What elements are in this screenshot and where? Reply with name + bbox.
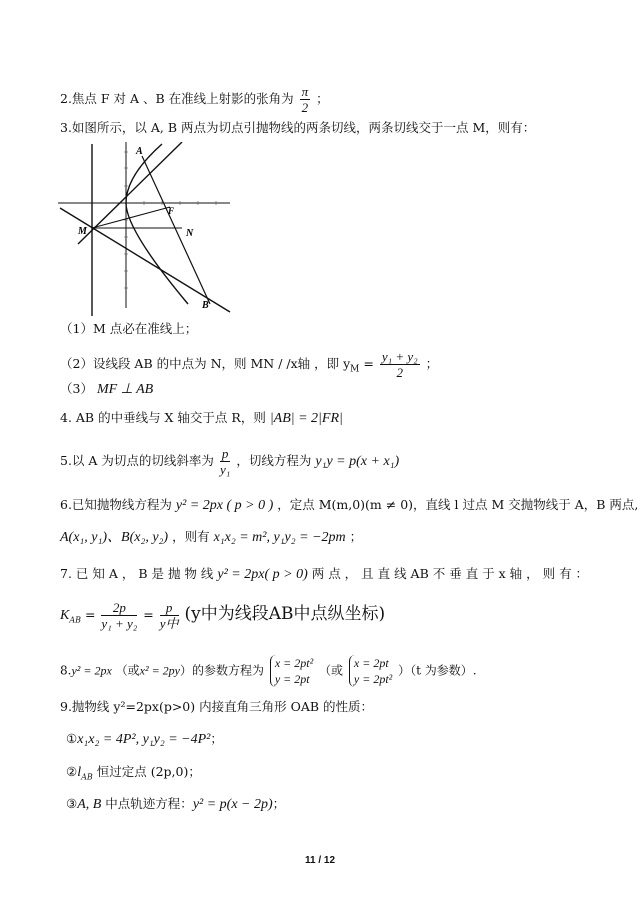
axis-ticks: [124, 152, 216, 288]
label-m: M: [78, 226, 87, 237]
label-f: F: [168, 206, 175, 216]
item-9-2: $②l_{AB}$ 恒过定点 (2p,0)；: [66, 764, 201, 782]
tangent-line-a: [78, 142, 182, 244]
item-7-fraction-1: $\frac{2p}{\text{y₁ + y₂}}$: [101, 600, 138, 631]
item-6-cont: A(x₁, y₁)、B(x₂, y₂) ，则有 x₁x₂ = m², y₁y₂ = −2pm ；: [60, 529, 363, 545]
item-3-2-fraction: $\frac{\text{y₁ + y₂}}{2}$: [381, 349, 418, 380]
label-n: N: [186, 228, 194, 239]
item-4: 4. AB 的中垂线与 X 轴交于点 R，则 |AB| = 2|FR|: [60, 410, 343, 426]
page-number: 11 / 12: [304, 855, 336, 866]
item-3-3: （3） MF ⊥ AB: [60, 381, 154, 397]
chord-ab: [142, 156, 210, 304]
item-7-formula: $K_{AB}$ = $\frac{2p}{\text{y₁ + y₂}}$ = $\frac{p}{\text{y中}}$ (y中为线段AB中点纵坐标): [60, 600, 386, 631]
item-7: 7. 已 知 A ， B 是 抛 物 线 y² = 2px( p > 0) 两 点 ， 且 直 线 AB 不 垂 直 于 x 轴 ， 则 有 ：: [60, 566, 589, 582]
label-b: B: [202, 300, 209, 311]
item-8: 8.y² = 2px （或x² = 2py）的参数方程为 x = 2pt² y = 2pt （或 x = 2pt y = 2pt² ）（t 为参数）.: [60, 656, 477, 686]
item-9: 9.抛物线 y²=2px(p>0) 内接直角三角形 OAB 的性质：: [60, 699, 374, 714]
item-6: 6.已知抛物线方程为 y² = 2px ( p > 0 ) ，定点 M(m,0)(m ≠ 0)，直线 l 过点 M 交抛物线于 A，B 两点,: [60, 497, 639, 513]
item-8-system-2: x = 2pt y = 2pt²: [349, 655, 392, 687]
label-a: A: [136, 146, 143, 157]
item-5: 5.以 A 为切点的切线斜率为 $\frac{p}{\text{y₁}}$ ，切线方程为 y₁y = p(x + x₁): [60, 446, 400, 477]
item-5-fraction: $\frac{p}{\text{y₁}}$: [219, 446, 231, 477]
item-3: 3.如图所示，以 A, B 两点为切点引抛物线的两条切线，两条切线交于一点 M，则有：: [60, 120, 536, 135]
item-2-fraction: $\frac{\pi}{2}$: [301, 84, 309, 115]
item-3-2: （2）设线段 AB 的中点为 N，则 MN / /x轴 ，即 $y_M$ = $\frac{\text{y₁ + y₂}}{2}$ ；: [60, 349, 439, 380]
item-9-3: ③A, B 中点轨迹方程：y² = p(x − 2p)；: [66, 796, 286, 812]
item-8-system-1: x = 2pt² y = 2pt: [270, 655, 313, 687]
item-7-fraction-2: $\frac{p}{\text{y中}}$: [159, 600, 179, 631]
item-9-1: ①x₁x₂ = 4P², y₁y₂ = −4P²；: [66, 731, 223, 747]
item-3-1: （1）M 点必在准线上；: [60, 321, 198, 336]
tangent-lines-figure: [58, 142, 234, 316]
item-2: 2.焦点 F 对 A 、B 在准线上射影的张角为 $\frac{\pi}{2}$ ；: [60, 84, 329, 115]
segment-mf: [92, 207, 170, 228]
tangent-line-b: [60, 208, 230, 312]
item-2-text: 2.焦点 F 对 A 、B 在准线上射影的张角为: [60, 91, 294, 106]
